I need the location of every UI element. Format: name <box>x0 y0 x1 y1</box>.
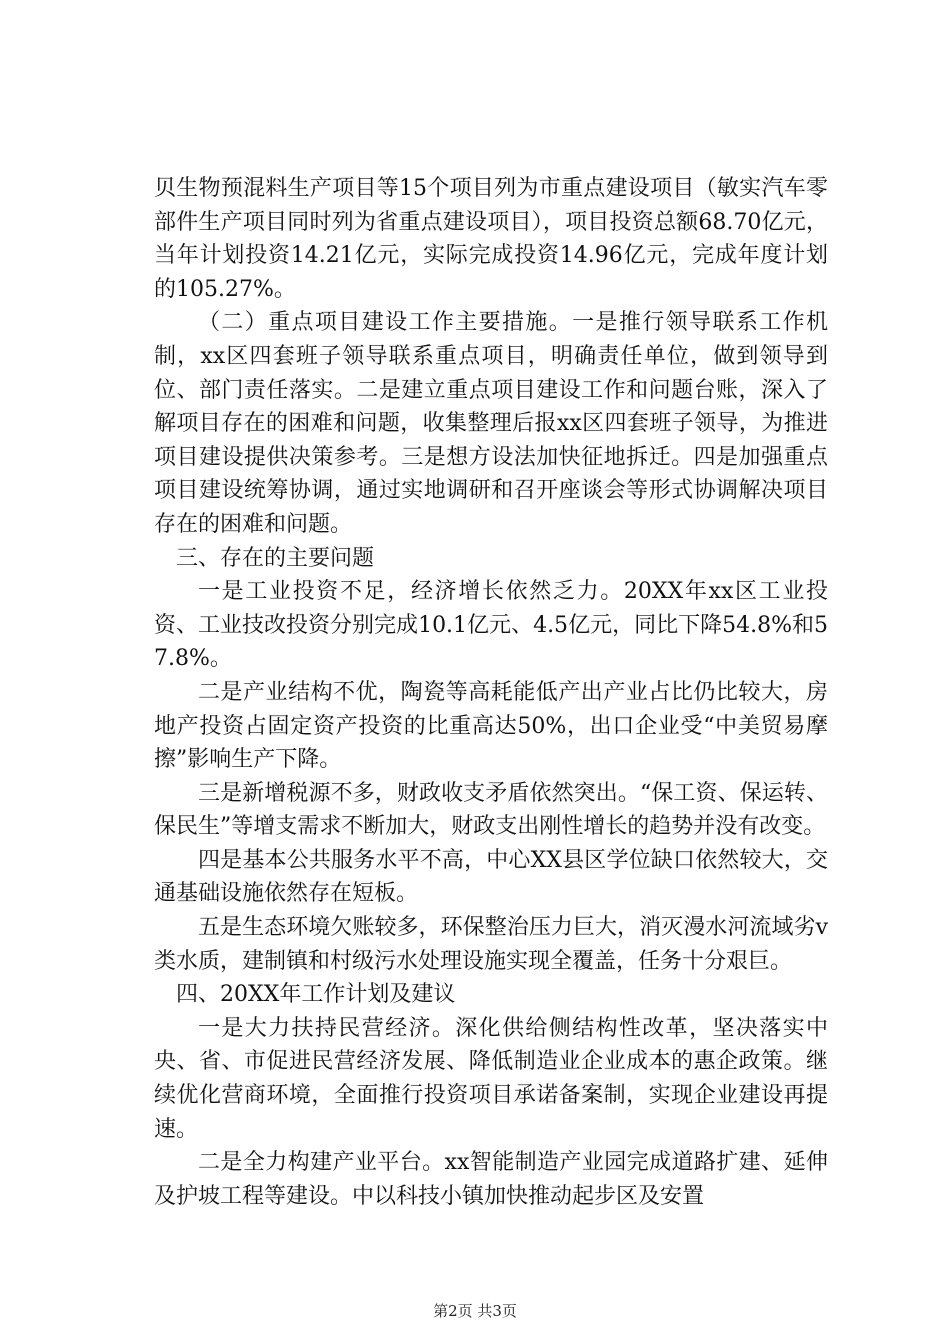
paragraph-plan-2: 二是全力构建产业平台。xx智能制造产业园完成道路扩建、延伸及护坡工程等建设。中以科技小镇加快推动起步区及安置 <box>154 1150 828 1209</box>
paragraph-problem-3: 三是新增税源不多，财政收支矛盾依然突出。“保工资、保运转、保民生”等增支需求不断加大，财政支出刚性增长的趋势并没有改变。 <box>154 780 828 840</box>
paragraph-continuation: 贝生物预混料生产项目等15个项目列为市重点建设项目（敏实汽车零部件生产项目同时列为省重点建设项目），项目投资总额68.70亿元，当年计划投资14.21亿元，实际完成投资14.96亿元，完成年度计划的105.27%。 <box>154 176 828 302</box>
section-heading-plan: 四、20XX年工作计划及建议 <box>176 982 456 1008</box>
paragraph-problem-4: 四是基本公共服务水平不高，中心XX县区学位缺口依然较大，交通基础设施依然存在短板。 <box>154 847 828 907</box>
paragraph-problem-5: 五是生态环境欠账较多，环保整治压力巨大，消灭漫水河流域劣v类水质，建制镇和村级污水处理设施实现全覆盖，任务十分艰巨。 <box>154 915 828 974</box>
paragraph-problem-2: 二是产业结构不优，陶瓷等高耗能低产出产业占比仍比较大，房地产投资占固定资产投资的比重高达50%，出口企业受“中美贸易摩擦”影响生产下降。 <box>154 679 828 773</box>
paragraph-key-project-measures: （二）重点项目建设工作主要措施。一是推行领导联系工作机制，xx区四套班子领导联系重点项目，明确责任单位，做到领导到位、部门责任落实。二是建立重点项目建设工作和问题台账，深入了解项目存在的困难和问题，收集整理后报xx区四套班子领导，为推进项目建设提供决策参考。三是想方设法加快征地拆迁。四是加强重点项目建设统筹协调，通过实地调研和召开座谈会等形式协调解决项目存在的困难和问题。 <box>154 310 828 537</box>
paragraph-problem-1: 一是工业投资不足，经济增长依然乏力。20XX年xx区工业投资、工业技改投资分别完成10.1亿元、4.5亿元，同比下降54.8%和57.8%。 <box>154 579 828 672</box>
paragraph-plan-1: 一是大力扶持民营经济。深化供给侧结构性改革，坚决落实中央、省、市促进民营经济发展、降低制造业企业成本的惠企政策。继续优化营商环境，全面推行投资项目承诺备案制，实现企业建设再提速。 <box>154 1015 828 1142</box>
page-number-footer: 第2页 共3页 <box>433 1302 517 1320</box>
section-heading-problems: 三、存在的主要问题 <box>176 545 375 571</box>
document-body <box>154 172 828 1213</box>
